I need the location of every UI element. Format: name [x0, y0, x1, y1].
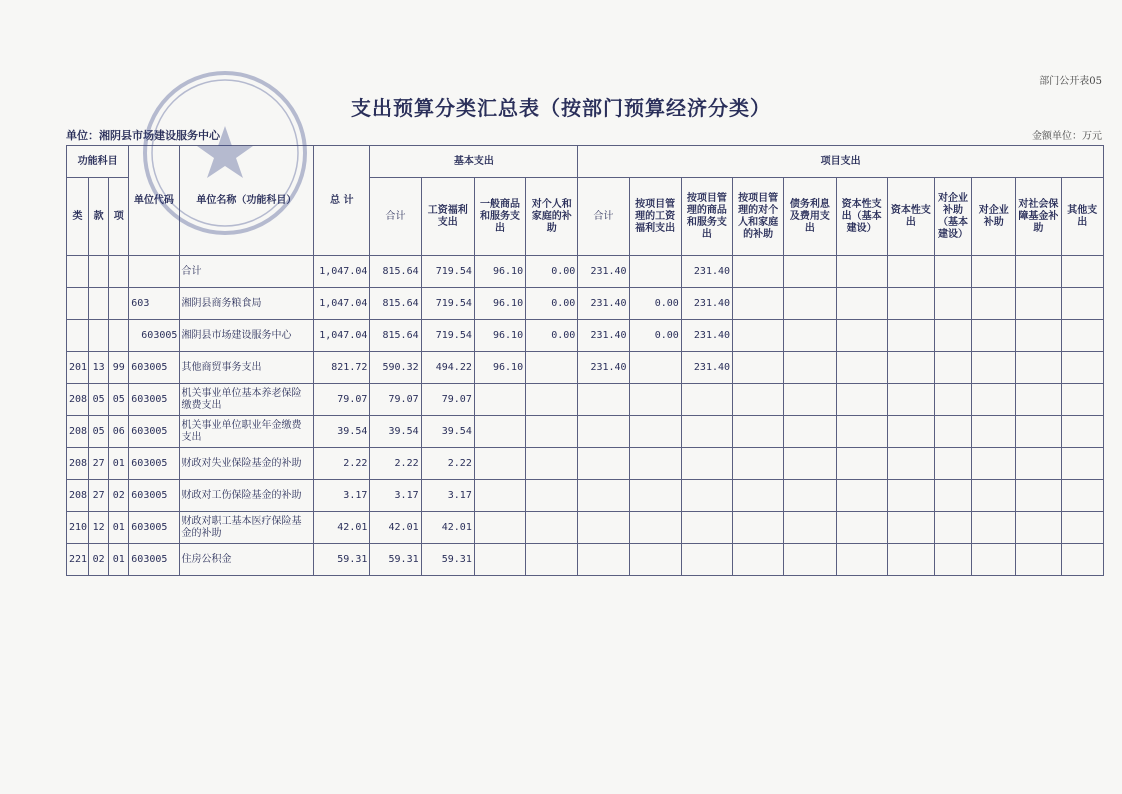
amount-cell — [887, 288, 934, 320]
table-row — [67, 416, 1104, 448]
amount-cell — [972, 448, 1016, 480]
amount-cell — [578, 384, 629, 416]
amount-cell — [972, 352, 1016, 384]
amount-cell — [526, 352, 578, 384]
amount-cell — [934, 512, 971, 544]
amount-cell: 79.07 — [370, 384, 421, 416]
amount-cell — [733, 352, 784, 384]
amount-cell: 42.01 — [314, 512, 370, 544]
amount-cell — [733, 288, 784, 320]
amount-cell — [629, 384, 681, 416]
unit-code-cell: 603005 — [129, 544, 179, 576]
amount-cell: 231.40 — [578, 320, 629, 352]
amount-cell — [784, 512, 836, 544]
amount-cell: 231.40 — [578, 288, 629, 320]
amount-cell: 231.40 — [681, 256, 732, 288]
lei-cell: 208 — [67, 416, 89, 448]
xiang-cell: 02 — [109, 480, 129, 512]
unit-code-cell: 603005 — [129, 416, 179, 448]
basic-col-header: 工资福利支出 — [421, 178, 474, 256]
amount-cell — [934, 384, 971, 416]
amount-cell — [681, 480, 732, 512]
amount-cell — [629, 416, 681, 448]
amount-cell — [526, 480, 578, 512]
amount-cell — [733, 256, 784, 288]
amount-cell — [1061, 448, 1103, 480]
amount-cell: 719.54 — [421, 256, 474, 288]
page-title: 支出预算分类汇总表（按部门预算经济分类） — [351, 96, 771, 120]
lei-cell — [67, 256, 89, 288]
amount-cell: 96.10 — [474, 288, 525, 320]
unit-code-cell: 603005 — [129, 320, 179, 352]
amount-cell — [526, 384, 578, 416]
kuan-cell: 13 — [89, 352, 109, 384]
table-row — [67, 448, 1104, 480]
amount-cell — [934, 352, 971, 384]
amount-cell — [578, 480, 629, 512]
kuan-header: 款 — [89, 178, 109, 256]
amount-cell — [887, 544, 934, 576]
amount-cell — [934, 448, 971, 480]
amount-cell: 0.00 — [526, 288, 578, 320]
amount-cell: 1,047.04 — [314, 288, 370, 320]
amount-cell — [1061, 352, 1103, 384]
amount-cell — [784, 384, 836, 416]
project-col-header: 合计 — [578, 178, 629, 256]
amount-cell — [474, 512, 525, 544]
project-col-header: 按项目管理的对个人和家庭的补助 — [733, 178, 784, 256]
table-row — [67, 288, 1104, 320]
amount-cell: 231.40 — [681, 352, 732, 384]
amount-cell — [887, 352, 934, 384]
amount-cell — [836, 544, 887, 576]
amount-cell — [474, 480, 525, 512]
table-row — [67, 480, 1104, 512]
unit-code-cell: 603005 — [129, 512, 179, 544]
amount-cell — [1016, 352, 1061, 384]
kuan-cell: 27 — [89, 448, 109, 480]
kuan-cell: 05 — [89, 384, 109, 416]
unit-name-cell: 合计 — [179, 256, 314, 288]
amount-cell — [1016, 416, 1061, 448]
amount-cell — [934, 416, 971, 448]
amount-cell — [836, 512, 887, 544]
table-row — [67, 256, 1104, 288]
xiang-cell: 01 — [109, 448, 129, 480]
amount-cell — [733, 512, 784, 544]
amount-cell: 719.54 — [421, 288, 474, 320]
amount-cell — [733, 448, 784, 480]
amount-cell — [1016, 256, 1061, 288]
amount-cell — [784, 288, 836, 320]
amount-cell: 719.54 — [421, 320, 474, 352]
unit-code-cell: 603005 — [129, 352, 179, 384]
amount-cell — [1061, 544, 1103, 576]
amount-cell — [578, 448, 629, 480]
amount-cell — [784, 448, 836, 480]
amount-cell — [1016, 288, 1061, 320]
amount-cell — [836, 352, 887, 384]
kuan-cell: 27 — [89, 480, 109, 512]
amount-cell: 3.17 — [421, 480, 474, 512]
kuan-cell: 05 — [89, 416, 109, 448]
unit-code-cell: 603005 — [129, 480, 179, 512]
xiang-cell — [109, 256, 129, 288]
amount-cell: 39.54 — [421, 416, 474, 448]
kuan-cell — [89, 320, 109, 352]
amount-cell: 0.00 — [526, 256, 578, 288]
amount-cell: 96.10 — [474, 256, 525, 288]
amount-cell — [681, 448, 732, 480]
amount-cell: 231.40 — [681, 320, 732, 352]
amount-cell — [474, 448, 525, 480]
amount-cell: 0.00 — [629, 320, 681, 352]
amount-cell: 815.64 — [370, 320, 421, 352]
amount-cell — [887, 256, 934, 288]
amount-cell — [972, 544, 1016, 576]
amount-cell — [836, 480, 887, 512]
lei-cell: 208 — [67, 480, 89, 512]
amount-cell — [629, 512, 681, 544]
unit-code-cell: 603005 — [129, 448, 179, 480]
project-col-header: 按项目管理的工资福利支出 — [629, 178, 681, 256]
total-header: 总 计 — [314, 146, 370, 256]
amount-cell — [474, 416, 525, 448]
amount-cell — [629, 352, 681, 384]
amount-cell — [1061, 480, 1103, 512]
sheet-id: 部门公开表05 — [1039, 76, 1102, 87]
amount-cell — [784, 544, 836, 576]
amount-cell — [1061, 320, 1103, 352]
unit-name-cell: 住房公积金 — [179, 544, 314, 576]
amount-cell — [526, 448, 578, 480]
money-unit-label: 金额单位：万元 — [1032, 131, 1102, 142]
amount-cell — [578, 416, 629, 448]
amount-cell — [934, 480, 971, 512]
amount-cell — [934, 256, 971, 288]
unit-code-cell: 603005 — [129, 384, 179, 416]
table-row — [67, 384, 1104, 416]
kuan-cell — [89, 256, 109, 288]
amount-cell: 2.22 — [370, 448, 421, 480]
amount-cell — [836, 448, 887, 480]
xiang-cell — [109, 288, 129, 320]
project-col-header: 资本性支出 — [887, 178, 934, 256]
amount-cell — [681, 544, 732, 576]
amount-cell — [836, 288, 887, 320]
basic-col-header: 一般商品和服务支出 — [474, 178, 525, 256]
amount-cell — [526, 544, 578, 576]
unit-code-header: 单位代码 — [129, 146, 179, 256]
amount-cell — [972, 416, 1016, 448]
lei-cell: 221 — [67, 544, 89, 576]
lei-cell: 201 — [67, 352, 89, 384]
amount-cell — [972, 512, 1016, 544]
unit-name-header: 单位名称（功能科目） — [179, 146, 314, 256]
amount-cell — [1061, 384, 1103, 416]
amount-cell: 59.31 — [370, 544, 421, 576]
unit-name-cell: 湘阴县商务粮食局 — [179, 288, 314, 320]
amount-cell — [578, 512, 629, 544]
amount-cell — [887, 448, 934, 480]
amount-cell — [887, 480, 934, 512]
amount-cell — [934, 320, 971, 352]
amount-cell — [1061, 416, 1103, 448]
unit-name-cell: 机关事业单位基本养老保险缴费支出 — [179, 384, 314, 416]
basic-col-header: 合计 — [370, 178, 421, 256]
lei-cell: 210 — [67, 512, 89, 544]
amount-cell: 39.54 — [314, 416, 370, 448]
amount-cell — [733, 544, 784, 576]
table-row — [67, 352, 1104, 384]
amount-cell: 3.17 — [370, 480, 421, 512]
unit-name-cell: 财政对失业保险基金的补助 — [179, 448, 314, 480]
project-col-header: 对社会保障基金补助 — [1016, 178, 1061, 256]
amount-cell: 1,047.04 — [314, 256, 370, 288]
amount-cell — [629, 448, 681, 480]
amount-cell — [733, 480, 784, 512]
amount-cell — [1061, 512, 1103, 544]
amount-cell: 96.10 — [474, 320, 525, 352]
amount-cell — [784, 256, 836, 288]
amount-cell — [1061, 256, 1103, 288]
amount-cell — [629, 256, 681, 288]
unit-name-cell: 财政对工伤保险基金的补助 — [179, 480, 314, 512]
amount-cell — [836, 416, 887, 448]
amount-cell — [972, 288, 1016, 320]
amount-cell — [934, 288, 971, 320]
table-body — [67, 256, 1104, 576]
amount-cell: 59.31 — [421, 544, 474, 576]
project-col-header: 对企业补助 — [972, 178, 1016, 256]
amount-cell: 2.22 — [314, 448, 370, 480]
amount-cell: 231.40 — [578, 352, 629, 384]
amount-cell: 1,047.04 — [314, 320, 370, 352]
amount-cell — [784, 320, 836, 352]
amount-cell — [474, 544, 525, 576]
amount-cell — [474, 384, 525, 416]
unit-name-cell: 其他商贸事务支出 — [179, 352, 314, 384]
lei-cell — [67, 320, 89, 352]
amount-cell: 821.72 — [314, 352, 370, 384]
xiang-cell: 01 — [109, 512, 129, 544]
table-row — [67, 512, 1104, 544]
xiang-cell — [109, 320, 129, 352]
amount-cell: 79.07 — [314, 384, 370, 416]
project-col-header: 对企业补助（基本建设） — [934, 178, 971, 256]
xiang-cell: 01 — [109, 544, 129, 576]
amount-cell — [934, 544, 971, 576]
kuan-cell — [89, 288, 109, 320]
amount-cell: 42.01 — [421, 512, 474, 544]
amount-cell — [972, 384, 1016, 416]
unit-name-cell: 湘阴县市场建设服务中心 — [179, 320, 314, 352]
amount-cell: 0.00 — [629, 288, 681, 320]
amount-cell: 59.31 — [314, 544, 370, 576]
lei-cell: 208 — [67, 384, 89, 416]
lei-cell — [67, 288, 89, 320]
project-col-header: 其他支出 — [1061, 178, 1103, 256]
amount-cell: 96.10 — [474, 352, 525, 384]
amount-cell — [1061, 288, 1103, 320]
amount-cell — [1016, 480, 1061, 512]
unit-name-cell: 财政对职工基本医疗保险基金的补助 — [179, 512, 314, 544]
amount-cell — [887, 320, 934, 352]
project-col-header: 按项目管理的商品和服务支出 — [681, 178, 732, 256]
amount-cell — [784, 416, 836, 448]
kuan-cell: 12 — [89, 512, 109, 544]
xiang-header: 项 — [109, 178, 129, 256]
xiang-cell: 05 — [109, 384, 129, 416]
amount-cell: 815.64 — [370, 288, 421, 320]
amount-cell — [784, 480, 836, 512]
amount-cell — [733, 384, 784, 416]
amount-cell — [681, 416, 732, 448]
amount-cell: 231.40 — [681, 288, 732, 320]
amount-cell — [972, 256, 1016, 288]
amount-cell — [887, 416, 934, 448]
amount-cell — [733, 416, 784, 448]
amount-cell: 815.64 — [370, 256, 421, 288]
xiang-cell: 06 — [109, 416, 129, 448]
project-col-header: 债务利息及费用支出 — [784, 178, 836, 256]
unit-name-cell: 机关事业单位职业年金缴费支出 — [179, 416, 314, 448]
amount-cell — [578, 544, 629, 576]
basic-expense-header: 基本支出 — [370, 146, 578, 178]
kuan-cell: 02 — [89, 544, 109, 576]
amount-cell — [972, 320, 1016, 352]
unit-code-cell — [129, 256, 179, 288]
amount-cell — [784, 352, 836, 384]
table-row — [67, 320, 1104, 352]
amount-cell — [629, 480, 681, 512]
project-col-header: 资本性支出（基本建设） — [836, 178, 887, 256]
lei-header: 类 — [67, 178, 89, 256]
amount-cell: 0.00 — [526, 320, 578, 352]
amount-cell: 2.22 — [421, 448, 474, 480]
amount-cell — [681, 512, 732, 544]
amount-cell — [733, 320, 784, 352]
lei-cell: 208 — [67, 448, 89, 480]
unit-code-cell: 603 — [129, 288, 179, 320]
xiang-cell: 99 — [109, 352, 129, 384]
amount-cell — [629, 544, 681, 576]
amount-cell: 3.17 — [314, 480, 370, 512]
amount-cell — [1016, 512, 1061, 544]
unit-label: 单位：湘阴县市场建设服务中心 — [66, 129, 220, 142]
budget-table — [66, 145, 1104, 576]
amount-cell: 39.54 — [370, 416, 421, 448]
basic-col-header: 对个人和家庭的补助 — [526, 178, 578, 256]
project-expense-header: 项目支出 — [578, 146, 1104, 178]
amount-cell: 79.07 — [421, 384, 474, 416]
amount-cell — [972, 480, 1016, 512]
amount-cell — [526, 416, 578, 448]
amount-cell — [836, 384, 887, 416]
amount-cell — [836, 320, 887, 352]
amount-cell — [1016, 448, 1061, 480]
amount-cell — [887, 384, 934, 416]
amount-cell — [1016, 544, 1061, 576]
amount-cell: 590.32 — [370, 352, 421, 384]
amount-cell — [887, 512, 934, 544]
amount-cell: 494.22 — [421, 352, 474, 384]
amount-cell — [526, 512, 578, 544]
amount-cell — [1016, 320, 1061, 352]
amount-cell — [1016, 384, 1061, 416]
amount-cell — [681, 384, 732, 416]
func-subject-header: 功能科目 — [67, 146, 129, 178]
table-row — [67, 544, 1104, 576]
amount-cell — [836, 256, 887, 288]
amount-cell: 231.40 — [578, 256, 629, 288]
amount-cell: 42.01 — [370, 512, 421, 544]
